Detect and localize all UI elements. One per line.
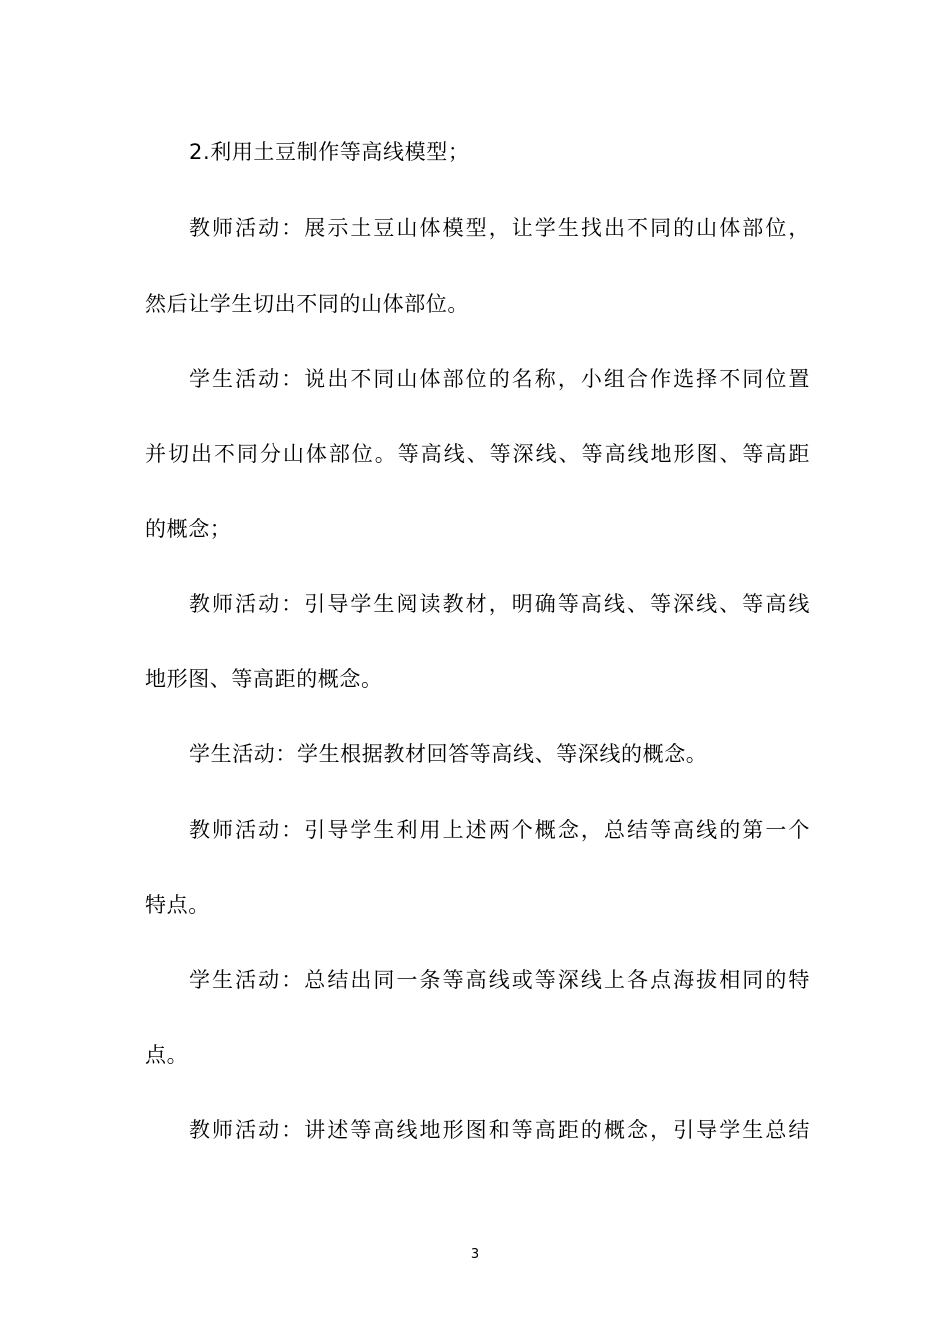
text-line-13: 点。 bbox=[145, 1043, 189, 1067]
text-line-12: 学生活动：总结出同一条等高线或等深线上各点海拔相同的特 bbox=[189, 968, 810, 992]
text-line-4: 学生活动：说出不同山体部位的名称，小组合作选择不同位置 bbox=[189, 367, 810, 391]
text-line-6: 的概念； bbox=[145, 517, 232, 541]
text-line-11: 特点。 bbox=[145, 893, 210, 917]
text-line-7: 教师活动：引导学生阅读教材，明确等高线、等深线、等高线 bbox=[189, 592, 810, 616]
text-line-8: 地形图、等高距的概念。 bbox=[145, 667, 383, 691]
text-line-5: 并切出不同分山体部位。等高线、等深线、等高线地形图、等高距 bbox=[145, 442, 810, 466]
text-line-10: 教师活动：引导学生利用上述两个概念，总结等高线的第一个 bbox=[189, 818, 810, 842]
text-line-14: 教师活动：讲述等高线地形图和等高距的概念，引导学生总结 bbox=[189, 1118, 810, 1142]
text-line-2: 教师活动：展示土豆山体模型，让学生找出不同的山体部位， bbox=[189, 216, 810, 240]
page-number: 3 bbox=[470, 1247, 480, 1262]
text-line-1: 2.利用土豆制作等高线模型； bbox=[189, 140, 470, 164]
text-line-9: 学生活动：学生根据教材回答等高线、等深线的概念。 bbox=[189, 742, 708, 766]
text-line-3: 然后让学生切出不同的山体部位。 bbox=[145, 292, 469, 316]
